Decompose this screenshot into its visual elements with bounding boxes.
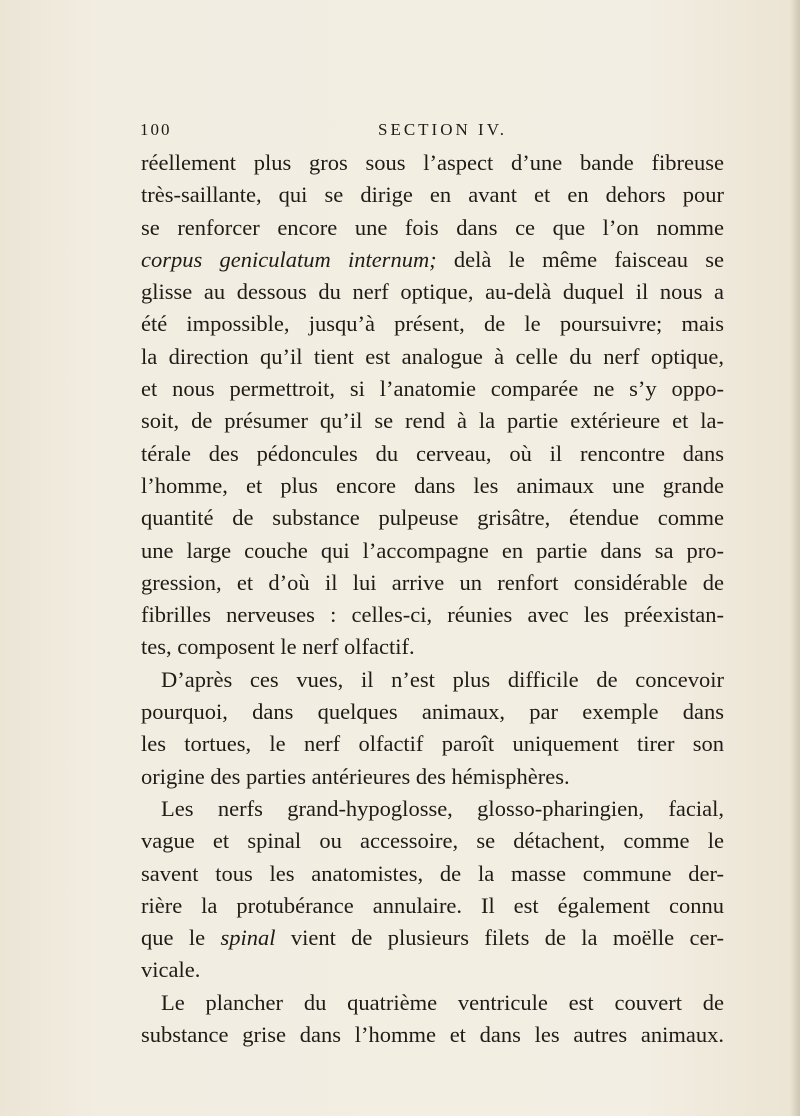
text-fragment: vient de plusieurs filets de la moëlle cer- [275,925,724,951]
text-line: vicale. [141,957,201,983]
text-line: la direction qu’il tient est analogue à celle du nerf optique, [141,343,724,369]
text-line: vague et spinal ou accessoire, se détachent, comme le [141,828,724,854]
text-line: les tortues, le nerf olfactif paroît uniquement tirer son [141,731,724,757]
text-line: Le plancher du quatrième ventricule est couvert de [161,989,724,1015]
italic-term: spinal [220,925,276,951]
text-line: quantité de substance pulpeuse grisâtre, étendue comme [141,505,724,531]
text-line: très-saillante, qui se dirige en avant et en dehors pour [141,182,724,208]
page-edge-shadow [790,0,800,1116]
text-line [141,922,724,954]
text-line: réellement plus gros sous l’aspect d’une bande fibreuse [141,150,724,175]
text-line: rière la protubérance annulaire. Il est également connu [141,892,724,918]
text-line: l’homme, et plus encore dans les animaux une grande [141,472,724,498]
text-line: une large couche qui l’accompagne en partie dans sa pro- [141,537,724,563]
text-line: gression, et d’où il lui arrive un renfort considérable de [141,569,724,595]
text-fragment: que le [141,925,221,951]
page-header [140,120,740,142]
text-line: été impossible, jusqu’à présent, de le poursuivre; mais [141,311,724,337]
text-line: et nous permettroit, si l’anatomie comparée ne s’y oppo- [141,376,724,402]
text-line: glisse au dessous du nerf optique, au-delà duquel il nous a [141,279,724,305]
latin-term: corpus geniculatum internum; [141,246,437,272]
text-line: se renforcer encore une fois dans ce que l’on nomme [141,214,724,240]
text-line: fibrilles nerveuses : celles-ci, réunies avec les préexistan- [141,602,724,628]
text-fragment: delà le même faisceau se [436,246,724,272]
text-line: D’après ces vues, il n’est plus difficile de concevoir [161,666,724,692]
text-line: térale des pédoncules du cerveau, où il rencontre dans [141,440,724,466]
text-line: savent tous les anatomistes, de la masse commune der- [141,860,724,886]
text-line: substance grise dans l’homme et dans les autres animaux. [141,1022,724,1048]
text-line [141,244,724,276]
text-line: soit, de présumer qu’il se rend à la partie extérieure et la- [141,408,724,434]
text-line: tes, composent le nerf olfactif. [141,634,415,660]
page-number: 100 [140,120,172,139]
body-text [141,147,724,1051]
running-head: SECTION IV. [378,120,508,139]
text-line: origine des parties antérieures des hémisphères. [141,763,570,789]
text-line: pourquoi, dans quelques animaux, par exemple dans [141,699,724,725]
text-line: Les nerfs grand-hypoglosse, glosso-pharingien, facial, [161,795,724,821]
